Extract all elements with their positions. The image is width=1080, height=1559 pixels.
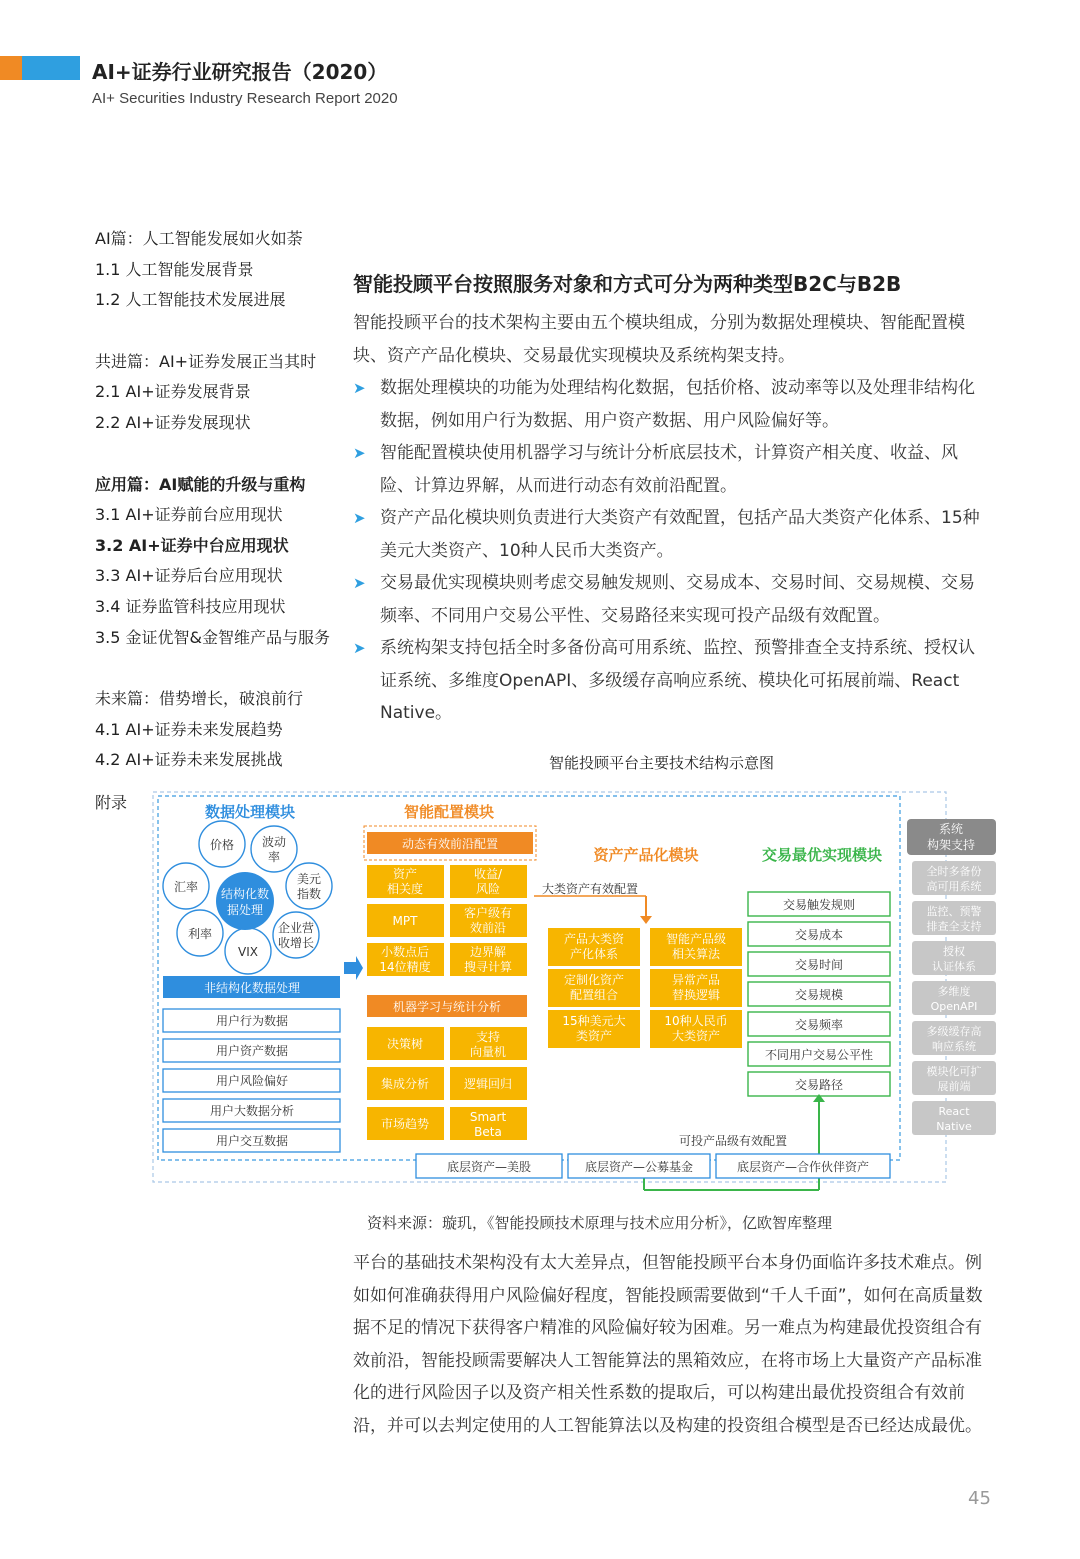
svg-text:相关算法: 相关算法	[671, 947, 721, 961]
svg-text:替换逻辑: 替换逻辑	[671, 988, 721, 1002]
bullet-item: ➤ 资产产品化模块则负责进行大类资产有效配置，包括产品大类资产化体系、15种美元大类资产、10种人民币大类资产。	[353, 502, 983, 567]
bullet-item: ➤ 系统构架支持包括全时多备份高可用系统、监控、预警排查全支持系统、授权认证系统、多维度OpenAPI、多级缓存高响应系统、模块化可拓展前端、React Native。	[353, 632, 983, 730]
closing-section	[353, 1247, 983, 1442]
report-subtitle: AI+ Securities Industry Research Report 2020	[92, 90, 398, 107]
svg-text:MPT: MPT	[392, 914, 418, 928]
svg-text:市场趋势: 市场趋势	[380, 1117, 430, 1131]
system-items	[912, 861, 996, 1135]
svg-text:类资产: 类资产	[575, 1029, 613, 1043]
svg-text:收益/: 收益/	[473, 867, 503, 881]
svg-text:用户交互数据: 用户交互数据	[215, 1134, 289, 1148]
circle-usd-index	[286, 863, 332, 909]
svg-text:据处理: 据处理	[226, 903, 264, 917]
toc-part-ai[interactable]: AI篇：人工智能发展如火如荼	[95, 229, 303, 248]
svg-text:10种人民币: 10种人民币	[664, 1014, 728, 1028]
svg-text:异常产品: 异常产品	[671, 973, 721, 987]
toc-item[interactable]: 4.1 AI+证券未来发展趋势	[95, 719, 283, 739]
svg-text:14位精度: 14位精度	[379, 960, 431, 974]
svg-text:15种美元大: 15种美元大	[562, 1014, 626, 1028]
svg-text:Beta: Beta	[474, 1125, 502, 1139]
down-arrow-icon	[640, 916, 652, 924]
data-module-title: 数据处理模块	[204, 803, 296, 821]
svg-text:全时多备份: 全时多备份	[926, 865, 982, 878]
closing-paragraph: 平台的基础技术架构没有太大差异点，但智能投顾平台本身仍面临许多技术难点。例如如何准确获得用户风险偏好程度，智能投顾需要做到“千人千面”，如何在高质量数据不足的情况下获得客户精准的风险偏好较为困难。另一难点为构建最优投资组合有效前沿，智能投顾需要解决人工智能算法的黑箱效应，在将市场上大量资产产品标准化的进行风险因子以及资产相关性系数的提取后，可以构建出最优投资组合有效前沿，并可以去判定使用的人工智能算法以及构建的投资组合模型是否已经达成最优。	[353, 1253, 983, 1436]
svg-text:资产: 资产	[392, 867, 418, 881]
svg-text:风险: 风险	[475, 882, 501, 896]
circle-structured-center	[216, 872, 274, 930]
svg-text:相关度: 相关度	[386, 882, 424, 896]
svg-text:效前沿: 效前沿	[469, 921, 507, 935]
svg-text:产化体系: 产化体系	[569, 947, 619, 961]
arrow-bullet-icon: ➤	[353, 444, 366, 462]
svg-text:Native: Native	[936, 1120, 972, 1133]
svg-text:认证体系: 认证体系	[932, 960, 976, 973]
circle-usd-label: 美元	[296, 872, 322, 886]
section-body	[353, 307, 983, 730]
arrow-bullet-icon: ➤	[353, 379, 366, 397]
svg-text:交易频率: 交易频率	[794, 1018, 844, 1032]
svg-text:React: React	[938, 1105, 970, 1118]
svg-text:向量机: 向量机	[469, 1045, 507, 1059]
circle-volatility-label: 波动	[261, 835, 287, 849]
trade-module-title: 交易最优实现模块	[761, 846, 883, 864]
circle-price-label: 价格	[209, 838, 235, 852]
bullet-item: ➤ 智能配置模块使用机器学习与统计分析底层技术，计算资产相关度、收益、风险、计算边界解，从而进行动态有效前沿配置。	[353, 437, 983, 502]
figure-caption: 智能投顾平台主要技术结构示意图	[549, 754, 775, 772]
svg-text:多维度: 多维度	[937, 985, 971, 998]
svg-text:底层资产—合作伙伴资产: 底层资产—合作伙伴资产	[736, 1160, 870, 1174]
svg-text:用户行为数据: 用户行为数据	[215, 1014, 289, 1028]
circle-fx-label: 汇率	[173, 880, 199, 894]
svg-text:不同用户交易公平性: 不同用户交易公平性	[764, 1048, 874, 1062]
arrow-bullet-icon: ➤	[353, 574, 366, 592]
svg-text:Smart: Smart	[469, 1110, 507, 1124]
circle-vix-label: VIX	[238, 945, 258, 959]
toc-item[interactable]: 3.5 金证优智&金智维产品与服务	[95, 627, 331, 647]
circle-revenue-label: 企业营	[277, 921, 315, 935]
toc-item[interactable]: 2.2 AI+证券发展现状	[95, 412, 251, 432]
intro-paragraph: 智能投顾平台的技术架构主要由五个模块组成，分别为数据处理模块、智能配置模块、资产产品化模块、交易最优实现模块及系统构架支持。	[353, 313, 965, 366]
svg-text:高可用系统: 高可用系统	[926, 880, 982, 893]
svg-text:多级缓存高: 多级缓存高	[926, 1025, 982, 1038]
svg-text:交易成本: 交易成本	[794, 928, 844, 942]
toc-item[interactable]: 1.1 人工智能发展背景	[95, 259, 254, 279]
svg-text:监控、预警: 监控、预警	[926, 905, 982, 918]
svg-text:小数点后: 小数点后	[380, 945, 430, 959]
toc-part-gongjin[interactable]: 共进篇：AI+证券发展正当其时	[95, 351, 317, 371]
architecture-diagram	[150, 783, 1000, 1193]
svg-text:产品大类资: 产品大类资	[563, 932, 625, 946]
arrow-bullet-icon: ➤	[353, 509, 366, 527]
header-accent-orange	[0, 56, 22, 80]
toc-appendix[interactable]: 附录	[95, 792, 128, 812]
asset-module-title: 资产产品化模块	[593, 846, 699, 864]
toc-item[interactable]: 4.2 AI+证券未来发展挑战	[95, 750, 283, 770]
circle-revenue	[273, 912, 319, 958]
asset-note: 大类资产有效配置	[541, 882, 639, 896]
svg-text:智能产品级: 智能产品级	[665, 932, 727, 946]
svg-text:指数: 指数	[296, 887, 322, 901]
toc-item[interactable]: 3.3 AI+证券后台应用现状	[95, 566, 283, 586]
source-note: 资料来源：璇玑，《智能投顾技术原理与技术应用分析》，亿欧智库整理	[367, 1214, 833, 1232]
bullet-item: ➤ 交易最优实现模块则考虑交易触发规则、交易成本、交易时间、交易规模、交易频率、不同用户交易公平性、交易路径来实现可投产品级有效配置。	[353, 567, 983, 632]
svg-text:率: 率	[267, 850, 281, 864]
system-title: 系统	[938, 822, 964, 836]
svg-text:响应系统: 响应系统	[932, 1040, 976, 1053]
svg-text:边界解: 边界解	[469, 945, 507, 959]
svg-text:配置组合: 配置组合	[569, 988, 619, 1002]
config-module-title: 智能配置模块	[403, 803, 495, 821]
ml-title: 机器学习与统计分析	[392, 1000, 502, 1014]
svg-text:交易规模: 交易规模	[794, 988, 844, 1002]
svg-text:收增长: 收增长	[277, 936, 315, 950]
svg-text:集成分析: 集成分析	[380, 1077, 430, 1091]
circle-rate-label: 利率	[187, 927, 213, 941]
svg-text:OpenAPI: OpenAPI	[930, 1000, 978, 1013]
toc-part-application-current[interactable]: 应用篇：AI赋能的升级与重构	[95, 474, 306, 494]
arrow-bullet-icon: ➤	[353, 639, 366, 657]
toc-item[interactable]: 2.1 AI+证券发展背景	[95, 382, 251, 402]
svg-text:模块化可扩: 模块化可扩	[926, 1065, 982, 1078]
structured-center-label: 结构化数	[220, 887, 270, 901]
svg-text:用户资产数据: 用户资产数据	[215, 1044, 289, 1058]
svg-text:逻辑回归: 逻辑回归	[463, 1077, 513, 1091]
unstructured-title: 非结构化数据处理	[203, 981, 301, 995]
svg-text:支持: 支持	[475, 1030, 501, 1044]
svg-text:决策树: 决策树	[386, 1037, 424, 1051]
svg-text:交易时间: 交易时间	[794, 958, 844, 972]
unstructured-items	[163, 1009, 340, 1152]
right-arrow-icon	[344, 956, 363, 980]
svg-text:底层资产—公募基金: 底层资产—公募基金	[584, 1160, 694, 1174]
svg-text:授权: 授权	[943, 945, 965, 958]
svg-text:定制化资产: 定制化资产	[563, 973, 625, 987]
svg-text:排查全支持: 排查全支持	[926, 920, 982, 933]
svg-text:交易触发规则: 交易触发规则	[782, 898, 856, 912]
bullet-item: ➤ 数据处理模块的功能为处理结构化数据，包括价格、波动率等以及处理非结构化数据，例如用户行为数据、用户资产数据、用户风险偏好等。	[353, 372, 983, 437]
report-title: AI+证券行业研究报告（2020）	[92, 60, 388, 84]
svg-text:客户级有: 客户级有	[463, 906, 513, 920]
header-accent-blue	[22, 56, 80, 80]
svg-text:底层资产—美股: 底层资产—美股	[446, 1160, 532, 1174]
page-number: 45	[968, 1488, 991, 1509]
svg-text:用户大数据分析: 用户大数据分析	[209, 1104, 295, 1118]
circle-volatility	[251, 826, 297, 872]
svg-text:大类资产: 大类资产	[671, 1029, 721, 1043]
trade-note: 可投产品级有效配置	[678, 1134, 788, 1148]
toc-item[interactable]: 3.1 AI+证券前台应用现状	[95, 505, 283, 525]
dynamic-label: 动态有效前沿配置	[401, 837, 499, 851]
toc-item-current[interactable]: 3.2 AI+证券中台应用现状	[95, 535, 289, 555]
toc-part-future[interactable]: 未来篇：借势增长，破浪前行	[95, 689, 304, 709]
svg-text:构架支持: 构架支持	[926, 838, 976, 852]
svg-text:展前端: 展前端	[937, 1080, 971, 1093]
section-title: 智能投顾平台按照服务对象和方式可分为两种类型B2C与B2B	[353, 272, 902, 296]
svg-text:交易路径: 交易路径	[794, 1078, 844, 1092]
table-of-contents	[95, 224, 345, 819]
toc-item[interactable]: 3.4 证券监管科技应用现状	[95, 596, 286, 616]
svg-text:搜寻计算: 搜寻计算	[463, 960, 513, 974]
svg-text:用户风险偏好: 用户风险偏好	[215, 1074, 289, 1088]
toc-item[interactable]: 1.2 人工智能技术发展进展	[95, 290, 286, 310]
